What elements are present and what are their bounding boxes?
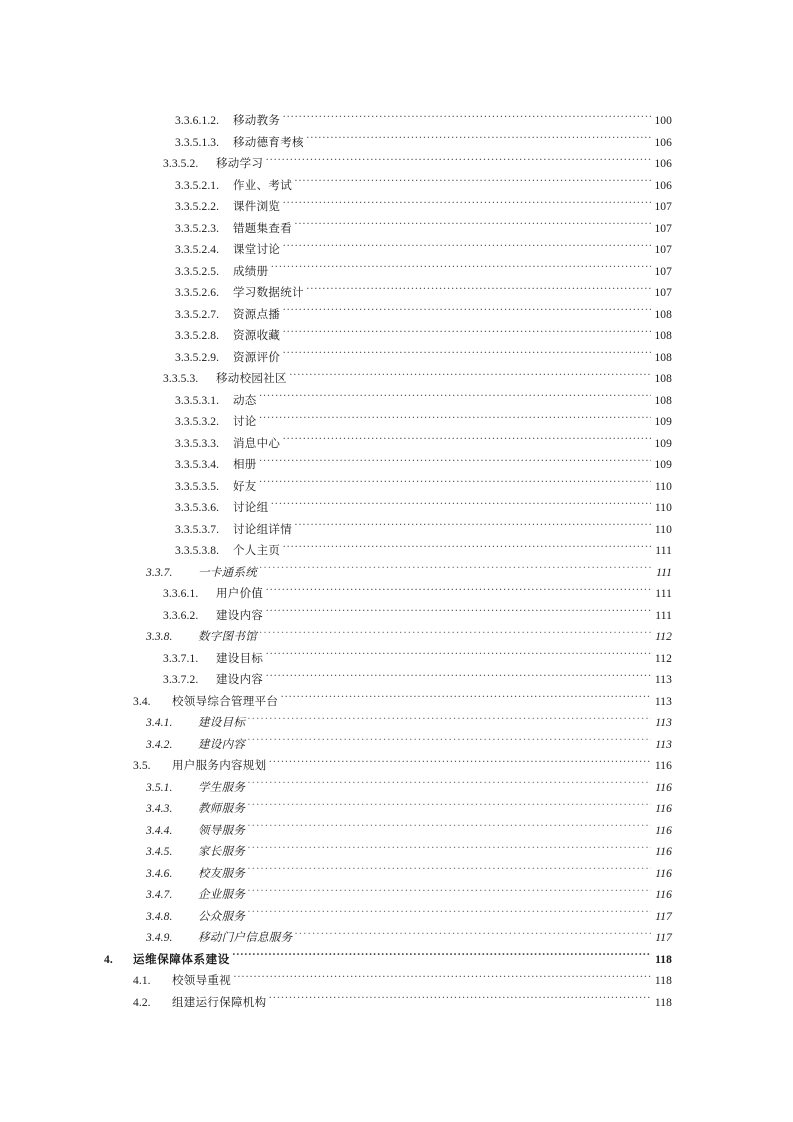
toc-entry-page-number: 117 (655, 910, 672, 923)
toc-entry-number: 3.4.9. (146, 932, 173, 944)
toc-entry[interactable] (0, 799, 793, 821)
toc-entry-page-number: 116 (655, 781, 672, 794)
toc-entry-title: 好友 (233, 480, 257, 493)
toc-dot-leader (266, 608, 651, 619)
toc-entry[interactable] (0, 713, 793, 735)
toc-dot-leader (248, 909, 651, 920)
toc-entry-page-number: 109 (654, 437, 672, 450)
toc-entry-title: 运维保障体系建设 (133, 953, 230, 966)
toc-entry-title: 企业服务 (198, 889, 246, 901)
toc-entry-page-number: 110 (654, 523, 672, 536)
toc-entry[interactable] (0, 477, 793, 499)
toc-entry[interactable] (0, 864, 793, 886)
toc-entry-number: 3.4.6. (146, 867, 173, 880)
toc-entry-title: 讨论组详情 (233, 523, 292, 536)
toc-entry[interactable] (0, 670, 793, 692)
toc-entry-page-number: 108 (654, 330, 672, 342)
toc-entry-number: 3.3.5.3.1. (175, 394, 220, 407)
toc-entry-title: 建设目标 (198, 717, 246, 729)
toc-entry-title: 移动德育考核 (233, 136, 304, 149)
toc-entry[interactable] (0, 842, 793, 864)
toc-entry-number: 3.3.7.1. (163, 652, 199, 665)
toc-entry[interactable] (0, 627, 793, 649)
toc-dot-leader (266, 156, 651, 167)
toc-entry[interactable] (0, 778, 793, 800)
toc-entry-title: 领导服务 (198, 824, 246, 837)
toc-entry-number: 3.3.5.2.1. (175, 179, 220, 192)
toc-dot-leader (259, 393, 650, 404)
toc-entry[interactable] (0, 154, 793, 176)
toc-entry-page-number: 107 (654, 244, 672, 256)
toc-entry-number: 4. (104, 953, 113, 966)
toc-entry[interactable] (0, 219, 793, 241)
toc-entry[interactable] (0, 240, 793, 262)
toc-entry-page-number: 113 (654, 695, 672, 708)
toc-entry-number: 3.3.6.1. (163, 588, 199, 600)
toc-dot-leader (248, 780, 651, 791)
toc-entry-page-number: 106 (654, 136, 672, 149)
toc-dot-leader (259, 479, 650, 490)
toc-entry-number: 3.4.2. (146, 738, 173, 751)
toc-dot-leader (283, 436, 651, 447)
toc-entry[interactable] (0, 821, 793, 843)
toc-entry[interactable] (0, 928, 793, 950)
toc-dot-leader (283, 242, 651, 253)
toc-dot-leader (283, 543, 651, 554)
toc-entry-title: 校领导重视 (172, 975, 231, 987)
toc-dot-leader (232, 952, 650, 963)
toc-entry-page-number: 110 (654, 502, 672, 514)
toc-dot-leader (248, 866, 651, 877)
toc-entry-title: 组建运行保障机构 (172, 996, 267, 1009)
toc-entry[interactable] (0, 348, 793, 370)
toc-entry-page-number: 108 (654, 373, 672, 385)
toc-entry[interactable] (0, 498, 793, 520)
toc-entry-title: 教师服务 (198, 803, 246, 815)
toc-entry[interactable] (0, 391, 793, 413)
toc-entry-number: 3.3.5.2.5. (175, 265, 220, 278)
toc-entry-page-number: 107 (654, 287, 672, 299)
toc-entry-page-number: 117 (655, 932, 672, 944)
toc-entry-title: 校友服务 (198, 867, 246, 880)
toc-entry-number: 3.3.5.1.3. (175, 136, 220, 149)
toc-dot-leader (283, 328, 651, 339)
toc-entry[interactable] (0, 950, 793, 972)
toc-dot-leader (260, 565, 651, 576)
toc-entry-number: 3.3.5.3.7. (175, 523, 220, 536)
toc-entry-page-number: 113 (655, 717, 672, 729)
toc-dot-leader (248, 844, 651, 855)
toc-entry-title: 建设目标 (216, 652, 264, 665)
toc-dot-leader (289, 371, 650, 382)
toc-dot-leader (295, 930, 651, 941)
toc-dot-leader (248, 737, 651, 748)
toc-entry-number: 3.3.6.2. (163, 609, 199, 622)
toc-entry-page-number: 112 (655, 631, 672, 643)
toc-entry[interactable] (0, 305, 793, 327)
toc-dot-leader (248, 887, 651, 898)
toc-entry-title: 成绩册 (233, 265, 269, 278)
toc-entry-number: 3.3.8. (146, 631, 173, 643)
toc-entry[interactable] (0, 455, 793, 477)
toc-dot-leader (306, 285, 650, 296)
toc-entry-number: 3.3.5.2.4. (175, 244, 220, 256)
toc-entry[interactable] (0, 971, 793, 993)
toc-entry-number: 3.3.5.2.6. (175, 287, 220, 299)
toc-entry-title: 移动校园社区 (216, 373, 287, 385)
toc-entry-title: 资源评价 (233, 351, 281, 364)
toc-entry-page-number: 108 (654, 308, 672, 321)
toc-entry-page-number: 111 (655, 609, 672, 622)
toc-entry-title: 消息中心 (233, 437, 281, 450)
toc-entry[interactable] (0, 111, 793, 133)
toc-entry-title: 错题集查看 (233, 222, 292, 235)
toc-dot-leader (248, 823, 651, 834)
toc-entry-number: 3.4.8. (146, 910, 173, 923)
toc-entry-number: 3.3.5.2.2. (175, 201, 220, 213)
toc-entry-page-number: 110 (654, 480, 672, 493)
toc-entry-page-number: 116 (655, 846, 672, 858)
toc-entry-page-number: 118 (655, 953, 672, 966)
toc-dot-leader (295, 221, 651, 232)
toc-entry-title: 作业、考试 (233, 179, 292, 192)
toc-dot-leader (259, 457, 650, 468)
toc-entry-number: 3.3.5.2.7. (175, 308, 220, 321)
toc-entry-page-number: 108 (654, 351, 672, 364)
toc-dot-leader (295, 178, 651, 189)
toc-entry-title: 资源点播 (233, 308, 281, 321)
toc-entry-number: 3.3.5.3.5. (175, 480, 220, 493)
toc-dot-leader (281, 694, 651, 705)
toc-entry-number: 3.3.5.3. (163, 373, 199, 385)
toc-entry-page-number: 111 (655, 545, 672, 557)
toc-entry-page-number: 113 (654, 674, 672, 686)
toc-entry-page-number: 106 (654, 158, 672, 170)
toc-dot-leader (283, 350, 651, 361)
toc-entry-title: 用户服务内容规划 (172, 760, 267, 772)
toc-entry-page-number: 111 (655, 588, 672, 600)
toc-entry[interactable] (0, 176, 793, 198)
toc-entry-number: 3.3.5.2.3. (175, 222, 220, 235)
toc-entry-title: 移动教务 (233, 115, 281, 127)
toc-entry-number: 4.1. (133, 975, 151, 987)
toc-entry-title: 建设内容 (198, 738, 246, 751)
toc-entry-page-number: 118 (654, 975, 672, 987)
toc-entry-page-number: 112 (654, 652, 672, 665)
toc-entry[interactable] (0, 649, 793, 671)
toc-entry-number: 3.3.5.2. (163, 158, 199, 170)
toc-dot-leader (283, 113, 651, 124)
toc-entry-number: 3.4.5. (146, 846, 173, 858)
toc-entry-number: 3.3.7.2. (163, 674, 199, 686)
toc-entry[interactable] (0, 326, 793, 348)
toc-dot-leader (271, 500, 651, 511)
toc-entry-title: 资源收藏 (233, 330, 281, 342)
toc-entry-page-number: 116 (655, 824, 672, 837)
toc-dot-leader (283, 199, 651, 210)
toc-entry-page-number: 116 (654, 760, 672, 772)
toc-entry-number: 3.5.1. (146, 781, 173, 794)
toc-entry[interactable] (0, 756, 793, 778)
toc-entry[interactable] (0, 262, 793, 284)
toc-dot-leader (271, 264, 651, 275)
toc-entry-title: 课件浏览 (233, 201, 281, 213)
toc-entry[interactable] (0, 735, 793, 757)
toc-dot-leader (269, 758, 651, 769)
toc-entry[interactable] (0, 434, 793, 456)
toc-dot-leader (266, 672, 651, 683)
toc-dot-leader (260, 629, 651, 640)
toc-entry-title: 动态 (233, 394, 257, 407)
toc-entry[interactable] (0, 907, 793, 929)
toc-entry-page-number: 111 (656, 566, 672, 579)
toc-entry-number: 3.3.7. (146, 566, 173, 579)
toc-entry-number: 3.3.5.3.8. (175, 545, 220, 557)
toc-entry-page-number: 118 (654, 996, 672, 1009)
toc-entry[interactable] (0, 885, 793, 907)
toc-entry-title: 相册 (233, 459, 257, 471)
toc-entry-number: 3.4.4. (146, 824, 173, 837)
toc-entry-number: 3.3.5.3.4. (175, 459, 220, 471)
toc-entry-page-number: 113 (655, 738, 672, 751)
toc-dot-leader (234, 973, 651, 984)
toc-entry[interactable] (0, 520, 793, 542)
toc-entry-page-number: 116 (655, 867, 672, 880)
toc-entry-page-number: 107 (654, 222, 672, 235)
toc-entry-number: 3.4. (133, 695, 151, 708)
toc-entry-page-number: 116 (655, 803, 672, 815)
toc-entry[interactable] (0, 412, 793, 434)
toc-entry-title: 讨论组 (233, 502, 269, 514)
table-of-contents (0, 111, 793, 1014)
toc-dot-leader (266, 586, 651, 597)
toc-entry-title: 建设内容 (216, 674, 264, 686)
toc-entry-page-number: 107 (654, 265, 672, 278)
toc-entry[interactable] (0, 692, 793, 714)
toc-dot-leader (259, 414, 650, 425)
toc-entry[interactable] (0, 133, 793, 155)
toc-entry[interactable] (0, 993, 793, 1015)
toc-entry-title: 公众服务 (198, 910, 246, 923)
toc-dot-leader (269, 995, 651, 1006)
toc-entry-number: 3.4.1. (146, 717, 173, 729)
toc-entry[interactable] (0, 606, 793, 628)
toc-entry-title: 校领导综合管理平台 (172, 695, 279, 708)
toc-entry-number: 3.3.6.1.2. (175, 115, 220, 127)
toc-entry-page-number: 109 (654, 416, 672, 428)
toc-dot-leader (266, 651, 651, 662)
toc-entry-title: 讨论 (233, 416, 257, 428)
toc-entry-number: 3.5. (133, 760, 151, 772)
toc-entry-number: 3.3.5.2.9. (175, 351, 220, 364)
toc-entry-title: 数字图书馆 (198, 631, 257, 643)
toc-entry[interactable] (0, 283, 793, 305)
toc-dot-leader (283, 307, 651, 318)
toc-dot-leader (248, 801, 651, 812)
toc-entry-title: 家长服务 (198, 846, 246, 858)
toc-entry-number: 3.3.5.3.3. (175, 437, 220, 450)
toc-entry[interactable] (0, 563, 793, 585)
toc-dot-leader (248, 715, 651, 726)
toc-entry-page-number: 106 (654, 179, 672, 192)
toc-dot-leader (306, 135, 650, 146)
toc-entry-title: 移动门户信息服务 (198, 932, 293, 944)
toc-entry-title: 课堂讨论 (233, 244, 281, 256)
toc-entry-page-number: 116 (655, 889, 672, 901)
toc-entry-number: 3.4.3. (146, 803, 173, 815)
toc-entry-number: 3.3.5.3.6. (175, 502, 220, 514)
toc-entry-page-number: 107 (654, 201, 672, 213)
toc-entry-page-number: 109 (654, 459, 672, 471)
toc-entry-title: 学生服务 (198, 781, 246, 794)
toc-entry[interactable] (0, 584, 793, 606)
toc-entry-title: 建设内容 (216, 609, 264, 622)
toc-entry-number: 3.3.5.2.8. (175, 330, 220, 342)
toc-dot-leader (295, 522, 651, 533)
toc-entry-title: 移动学习 (216, 158, 264, 170)
toc-entry-number: 4.2. (133, 996, 151, 1009)
toc-entry-number: 3.3.5.3.2. (175, 416, 220, 428)
toc-entry-page-number: 108 (654, 394, 672, 407)
toc-entry-number: 3.4.7. (146, 889, 173, 901)
toc-entry-title: 用户价值 (216, 588, 264, 600)
toc-entry[interactable] (0, 541, 793, 563)
toc-entry-title: 个人主页 (233, 545, 281, 557)
toc-entry-title: 一卡通系统 (198, 566, 257, 579)
toc-entry[interactable] (0, 369, 793, 391)
toc-entry-title: 学习数据统计 (233, 287, 304, 299)
toc-entry-page-number: 100 (654, 115, 672, 127)
toc-entry[interactable] (0, 197, 793, 219)
